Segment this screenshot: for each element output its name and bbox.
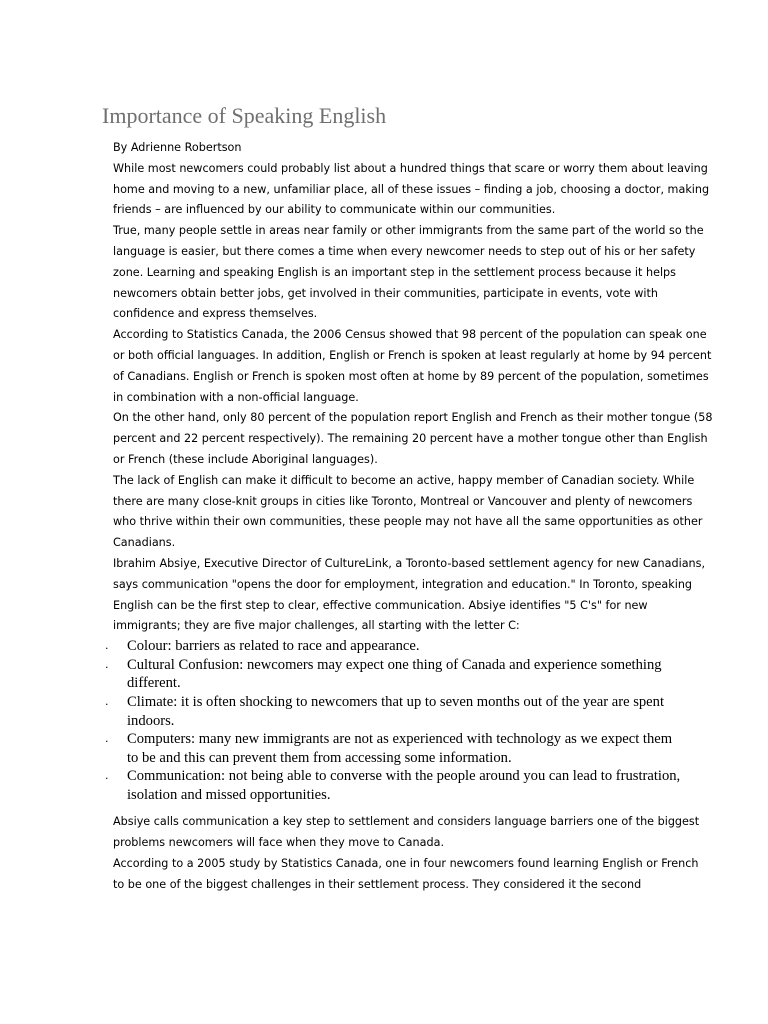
bullet-icon: . xyxy=(105,732,109,746)
paragraph: On the other hand, only 80 percent of the population report English and French as their mother tongue (58 percent and 22 percent respectively). The remaining 20 percent have a mother tongue other than English or French (these include Aboriginal languages). xyxy=(113,411,713,466)
list-item-text: Colour: barriers as related to race and appearance. xyxy=(127,638,420,655)
list-item xyxy=(105,767,687,804)
article-title: Importance of Speaking English xyxy=(102,103,387,128)
list-item-text: Communication: not being able to converse with the people around you can lead to frustration, isolation and missed opportunities. xyxy=(127,768,681,803)
bullet-icon: . xyxy=(105,694,109,708)
paragraph: True, many people settle in areas near family or other immigrants from the same part of the world so the language is easier, but there comes a time when every newcomer needs to step out of his or her safety zone. Learning and speaking English is an important step in the settlement process because it helps newcomers obtain better jobs, get involved in their communities, participate in events, vote with confidence and express themselves. xyxy=(113,224,704,321)
list-item xyxy=(105,730,687,767)
five-cs-list xyxy=(105,637,713,804)
bullet-icon: . xyxy=(105,657,109,671)
list-item xyxy=(105,656,687,693)
paragraph: The lack of English can make it difficult to become an active, happy member of Canadian society. While there are many close-knit groups in cities like Toronto, Montreal or Vancouver and plenty of newcomers who thrive within their own communities, these people may not have all the same opportunities as other Canadians. xyxy=(113,473,703,550)
list-item-text: Climate: it is often shocking to newcomers that up to seven months out of the year are spent indoors. xyxy=(127,693,665,729)
paragraph: While most newcomers could probably list about a hundred things that scare or worry them about leaving home and moving to a new, unfamiliar place, all of these issues – finding a job, choosing a doctor, making friends – are influenced by our ability to communicate within our communities. xyxy=(113,161,710,217)
bullet-icon: . xyxy=(105,769,109,783)
paragraph: Absiye calls communication a key step to settlement and considers language barriers one of the biggest problems newcomers will face when they move to Canada. xyxy=(113,815,700,850)
article-byline: By Adrienne Robertson xyxy=(113,141,242,154)
paragraph: Ibrahim Absiye, Executive Director of CultureLink, a Toronto-based settlement agency for new Canadians, says communication "opens the door for employment, integration and education." In Toronto, speaking English can be the first step to clear, effective communication. Absiye identifies "5 C's" for new immigrants; they are five major challenges, all starting with the letter C: xyxy=(113,556,706,633)
paragraph: According to a 2005 study by Statistics Canada, one in four newcomers found learning English or French to be one of the biggest challenges in their settlement process. They considered it the second xyxy=(113,857,699,891)
bullet-icon: . xyxy=(105,639,109,653)
list-item xyxy=(105,637,687,656)
list-item-text: Computers: many new immigrants are not as experienced with technology as we expect them to be and this can prevent them from accessing some information. xyxy=(127,731,673,766)
list-item xyxy=(105,693,687,730)
article-body xyxy=(105,138,713,896)
list-item-text: Cultural Confusion: newcomers may expect one thing of Canada and experience something different. xyxy=(127,656,662,692)
paragraph: According to Statistics Canada, the 2006 Census showed that 98 percent of the population can speak one or both official languages. In addition, English or French is spoken at least regularly at home by 94 percent of Canadians. English or French is spoken most often at home by 89 percent of the population, sometimes in combination with a non-official language. xyxy=(113,328,712,404)
